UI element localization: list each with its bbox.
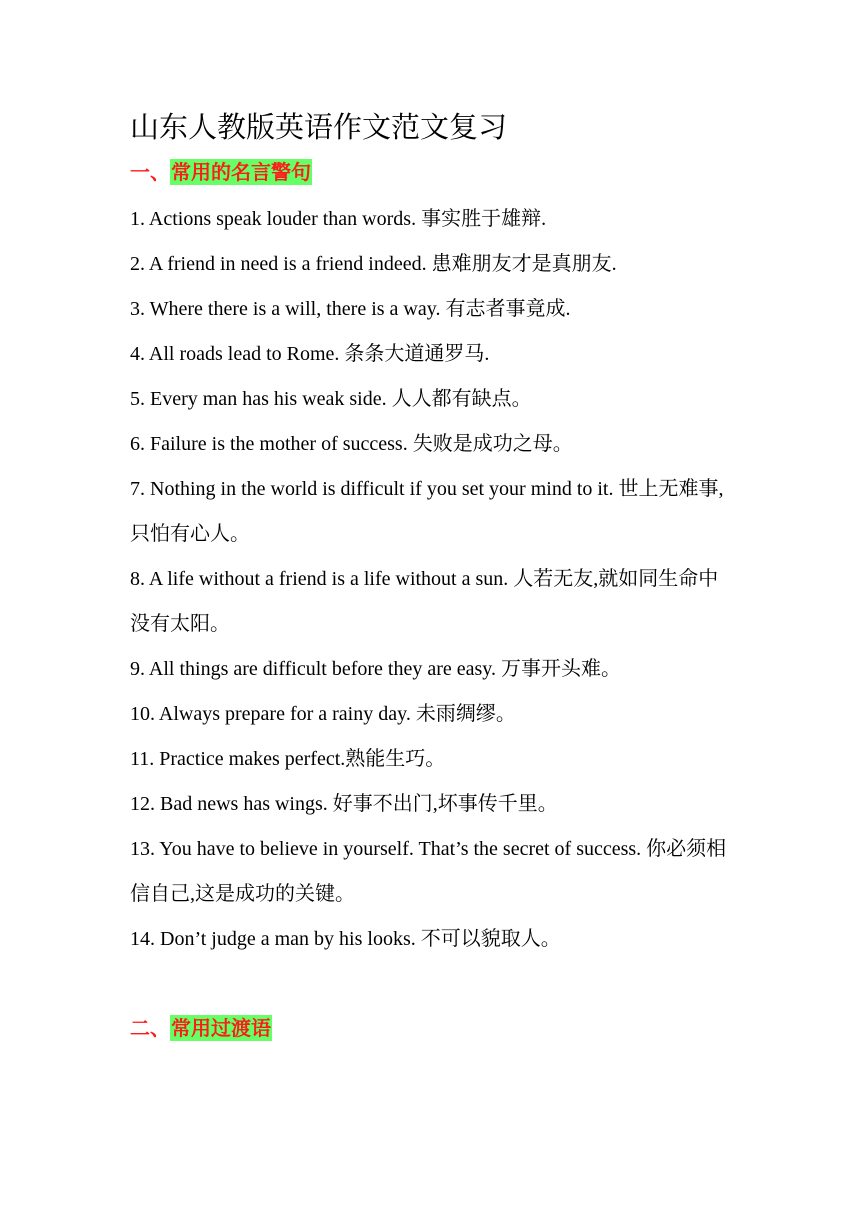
list-item: 8. A life without a friend is a life without a sun. 人若无友,就如同生命中没有太阳。 <box>130 568 719 635</box>
list-item: 12. Bad news has wings. 好事不出门,坏事传千里。 <box>130 793 558 815</box>
section-number: 一、 <box>130 160 170 184</box>
section-number: 二、 <box>130 1016 170 1040</box>
section-heading-quotes <box>130 157 312 187</box>
document-title: 山东人教版英语作文范文复习 <box>130 112 508 144</box>
list-item: 2. A friend in need is a friend indeed. 患难朋友才是真朋友. <box>130 253 617 275</box>
list-item: 10. Always prepare for a rainy day. 未雨绸缪。 <box>130 703 516 725</box>
list-item: 6. Failure is the mother of success. 失败是成功之母。 <box>130 433 573 455</box>
section-heading-transitions <box>130 1013 272 1043</box>
list-item: 4. All roads lead to Rome. 条条大道通罗马. <box>130 343 490 365</box>
list-item: 13. You have to believe in yourself. That’s the secret of success. 你必须相信自己,这是成功的关键。 <box>130 838 727 905</box>
list-item: 14. Don’t judge a man by his looks. 不可以貌取人。 <box>130 928 561 950</box>
section-label: 常用过渡语 <box>171 1016 271 1040</box>
list-item: 7. Nothing in the world is difficult if you set your mind to it. 世上无难事,只怕有心人。 <box>130 478 724 545</box>
section-label: 常用的名言警句 <box>171 160 311 184</box>
list-item: 5. Every man has his weak side. 人人都有缺点。 <box>130 388 532 410</box>
list-item: 9. All things are difficult before they are easy. 万事开头难。 <box>130 658 621 680</box>
list-item: 3. Where there is a will, there is a way. 有志者事竟成. <box>130 298 571 320</box>
quote-list <box>130 197 735 962</box>
list-item: 11. Practice makes perfect.熟能生巧。 <box>130 748 446 770</box>
list-item: 1. Actions speak louder than words. 事实胜于雄辩. <box>130 208 547 230</box>
